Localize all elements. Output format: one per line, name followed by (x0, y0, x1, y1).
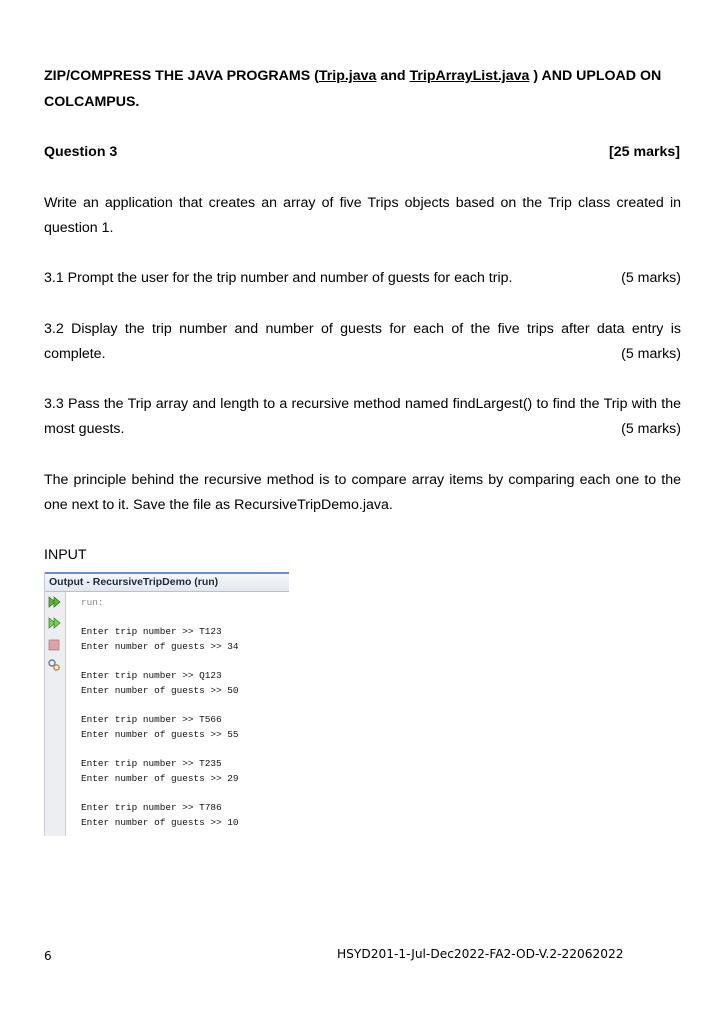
item-3-2-text: 3.2 Display the trip number and number of guests for each of the five trips after data entry is complete. (44, 321, 681, 362)
output-panel (44, 572, 289, 836)
item-3-2-marks: (5 marks) (621, 346, 681, 362)
question-intro: Write an application that creates an array of five Trips objects based on the Trip class created in question 1. (44, 195, 681, 236)
console-line: Enter number of guests >> 29 (81, 773, 239, 784)
stop-icon[interactable] (47, 638, 61, 652)
upload-instruction (44, 64, 684, 89)
console-line: Enter number of guests >> 55 (81, 729, 239, 740)
console-line: Enter trip number >> T235 (81, 758, 222, 769)
page-number: 6 (44, 949, 52, 963)
item-3-3 (44, 392, 681, 442)
console-line: Enter number of guests >> 50 (81, 685, 239, 696)
document-code: HSYD201-1-Jul-Dec2022-FA2-OD-V.2-22062022 (337, 947, 624, 961)
trip-java-filename: Trip.java (318, 68, 377, 84)
run-icon[interactable] (47, 595, 61, 609)
settings-icon[interactable] (47, 658, 61, 672)
console-line: Enter trip number >> Q123 (81, 670, 222, 681)
output-panel-gutter (45, 592, 66, 836)
heading-and: and (376, 68, 410, 84)
question-marks: [25 marks] (609, 144, 680, 160)
rerun-icon[interactable] (47, 616, 61, 630)
triparraylist-java-filename: TripArrayList.java (409, 68, 530, 84)
item-3-3-text: 3.3 Pass the Trip array and length to a recursive method named findLargest() to find the Trip with the most guests. (44, 396, 681, 437)
upload-instruction-line2: COLCAMPUS. (44, 94, 140, 110)
heading-part2: ) AND UPLOAD ON (529, 68, 662, 84)
item-3-1-text: 3.1 Prompt the user for the trip number and number of guests for each trip. (44, 270, 513, 286)
console-line: Enter number of guests >> 10 (81, 817, 239, 828)
input-label: INPUT (44, 547, 87, 563)
item-3-1 (44, 266, 681, 291)
item-3-1-marks: (5 marks) (621, 270, 681, 286)
output-panel-title: Output - RecursiveTripDemo (run) (49, 576, 219, 588)
principle-paragraph: The principle behind the recursive method is to compare array items by comparing each one to the one next to it. Save the file as RecursiveTripDemo.java. (44, 472, 681, 513)
console-line: Enter trip number >> T123 (81, 626, 222, 637)
heading-part1: ZIP/COMPRESS THE JAVA PROGRAMS ( (44, 68, 319, 84)
console-line: Enter trip number >> T786 (81, 802, 222, 813)
question-title: Question 3 (44, 144, 118, 160)
console-line: Enter trip number >> T566 (81, 714, 222, 725)
item-3-3-marks: (5 marks) (621, 421, 681, 437)
console-line: run: (81, 597, 104, 608)
console-line: Enter number of guests >> 34 (81, 641, 239, 652)
item-3-2 (44, 317, 681, 367)
output-panel-header (45, 572, 289, 592)
